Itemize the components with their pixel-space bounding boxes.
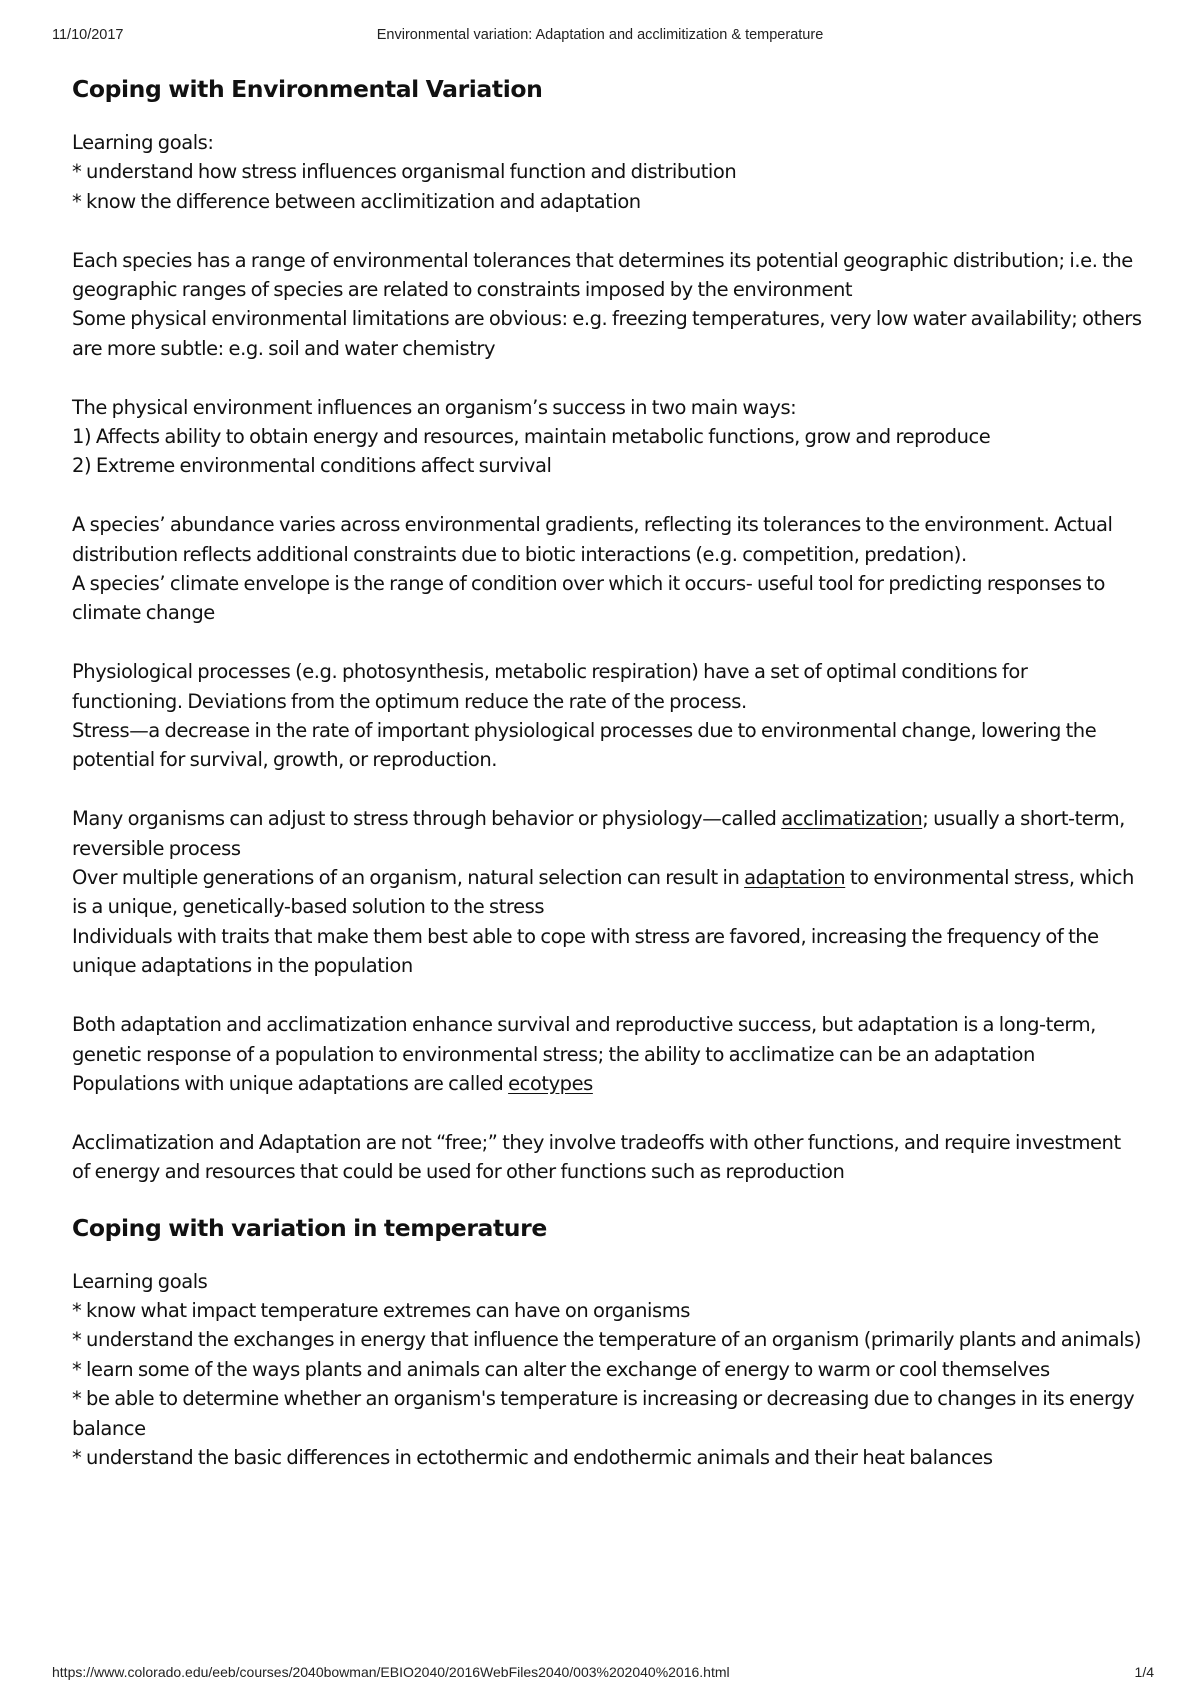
paragraph-line: Individuals with traits that make them best able to cope with stress are favored, increasing the frequency of the unique adaptations in the population xyxy=(72,924,1099,978)
print-title: Environmental variation: Adaptation and acclimitization & temperature xyxy=(376,27,824,43)
paragraph-acclimatization xyxy=(72,804,1142,980)
paragraph-physical-environment xyxy=(72,393,1142,481)
paragraph-line: Acclimatization and Adaptation are not “free;” they involve tradeoffs with other functions, and require investment of energy and resources that could be used for other functions such as reproduction xyxy=(72,1130,1121,1184)
section-heading-environmental-variation: Coping with Environmental Variation xyxy=(72,75,543,103)
document-body xyxy=(72,72,1142,1472)
learning-goal-item: * understand the basic differences in ectothermic and endothermic animals and their heat balances xyxy=(72,1445,993,1469)
learning-goal-item: * understand the exchanges in energy that influence the temperature of an organism (primarily plants and animals) xyxy=(72,1328,1142,1352)
learning-goal-item: * be able to determine whether an organism's temperature is increasing or decreasing due to changes in its energy balance xyxy=(72,1387,1135,1440)
list-item: 2) Extreme environmental conditions affect survival xyxy=(72,454,552,478)
print-url[interactable]: https://www.colorado.edu/eeb/courses/2040bowman/EBIO2040/2016WebFiles2040/003%202040%2016.html xyxy=(52,1664,730,1680)
list-item: 1) Affects ability to obtain energy and resources, maintain metabolic functions, grow and reproduce xyxy=(72,425,991,449)
paragraph-line: A species’ climate envelope is the range of condition over which it occurs- useful tool for predicting responses to climate change xyxy=(72,572,1105,625)
learning-goals-label: Learning goals xyxy=(72,1269,208,1293)
paragraph-line: Stress—a decrease in the rate of important physiological processes due to environmental change, lowering the potential for survival, growth, or reproduction. xyxy=(72,719,1097,772)
learning-goal-item: * learn some of the ways plants and animals can alter the exchange of energy to warm or cool themselves xyxy=(72,1357,1050,1381)
paragraph-line: Populations with unique adaptations are called ecotypes xyxy=(72,1071,593,1095)
learning-goals-2 xyxy=(72,1267,1142,1473)
paragraph-line: A species’ abundance varies across environmental gradients, reflecting its tolerances to the environment. Actual distribution reflects additional constraints due to biotic interactions (e.g. competition, predation). xyxy=(72,513,1113,566)
print-header xyxy=(0,27,1200,47)
print-footer xyxy=(0,1664,1200,1684)
term-ecotypes: ecotypes xyxy=(508,1071,593,1095)
paragraph-line: Many organisms can adjust to stress through behavior or physiology—called acclimatization; usually a short-term, reversible process xyxy=(72,807,1125,860)
learning-goal-item: * know what impact temperature extremes can have on organisms xyxy=(72,1298,690,1322)
learning-goals-label: Learning goals: xyxy=(72,131,214,154)
section-heading-temperature: Coping with variation in temperature xyxy=(72,1213,547,1242)
paragraph-line: Each species has a range of environmental tolerances that determines its potential geographic distribution; i.e. the geographic ranges of species are related to constraints imposed by the environment xyxy=(72,248,1133,302)
term-acclimatization: acclimatization xyxy=(781,807,923,831)
paragraph-line: Some physical environmental limitations are obvious: e.g. freezing temperatures, very low water availability; others are more subtle: e.g. soil and water chemistry xyxy=(72,307,1142,360)
paragraph-adaptation-vs-acclimatization xyxy=(72,1010,1142,1098)
print-date: 11/10/2017 xyxy=(52,27,124,43)
term-adaptation: adaptation xyxy=(744,866,846,890)
paragraph-physiological-processes xyxy=(72,657,1142,775)
paragraph-abundance xyxy=(72,510,1142,628)
paragraph-line: Both adaptation and acclimatization enhance survival and reproductive success, but adaptation is a long-term, genetic response of a population to environmental stress; the ability to acclimatize can be an adaptation xyxy=(72,1013,1096,1066)
paragraph-tolerances xyxy=(72,246,1142,364)
learning-goal-item: * know the difference between acclimitization and adaptation xyxy=(72,189,641,213)
learning-goal-item: * understand how stress influences organismal function and distribution xyxy=(72,160,737,184)
paragraph-tradeoffs xyxy=(72,1128,1142,1187)
page-number: 1/4 xyxy=(1134,1664,1154,1680)
paragraph-line: Over multiple generations of an organism, natural selection can result in adaptation to environmental stress, which is a unique, genetically-based solution to the stress xyxy=(72,866,1134,919)
learning-goals-1 xyxy=(72,128,1142,216)
paragraph-line: Physiological processes (e.g. photosynthesis, metabolic respiration) have a set of optimal conditions for functioning. Deviations from the optimum reduce the rate of the process. xyxy=(72,660,1028,713)
paragraph-line: The physical environment influences an organism’s success in two main ways: xyxy=(72,395,797,419)
